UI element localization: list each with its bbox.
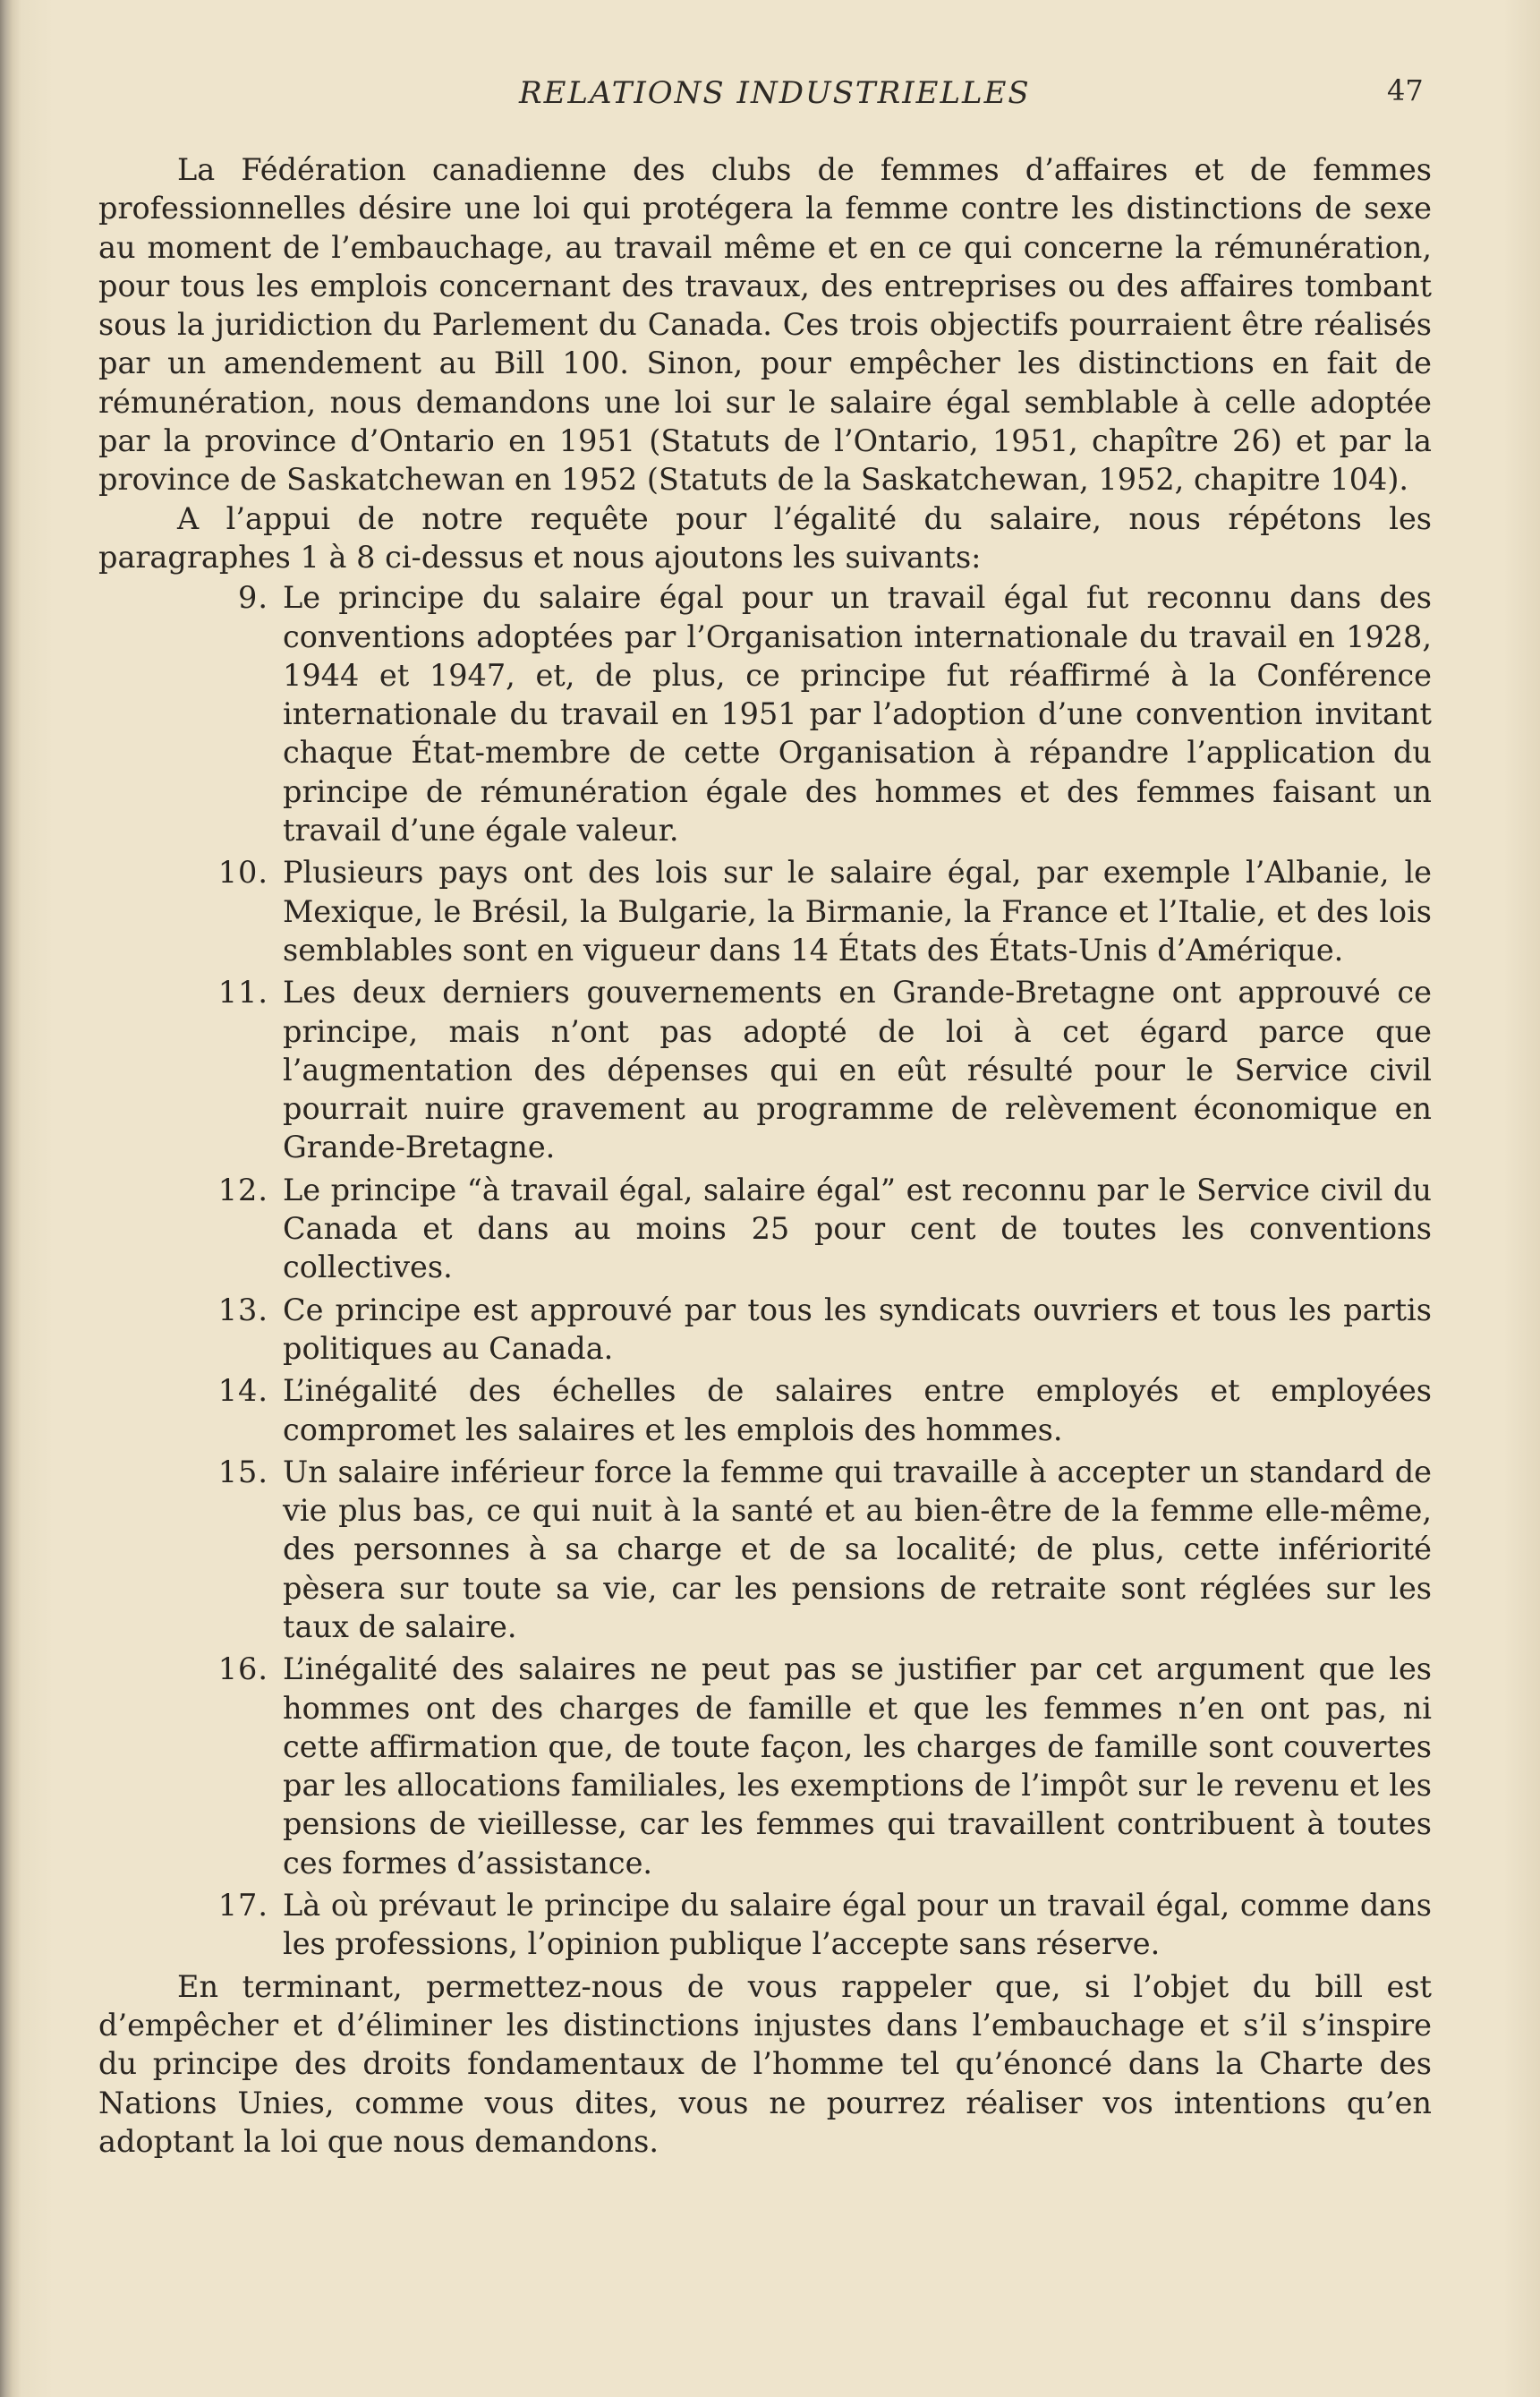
list-item (98, 1886, 1432, 1964)
list-item-text: Ce principe est approuvé par tous les syndicats ouvriers et tous les partis politiques au Canada. (283, 1292, 1432, 1366)
list-item-text: Le principe “à travail égal, salaire égal” est reconnu par le Service civil du Canada et dans au moins 25 pour cent de toutes les conventions collectives. (283, 1172, 1432, 1285)
list-item-text: L’inégalité des échelles de salaires entre employés et employées compromet les salaires et les emplois des hommes. (283, 1373, 1432, 1447)
list-item-number: 17. (217, 1888, 268, 1924)
list-item (98, 1291, 1432, 1369)
closing-paragraph: En terminant, permettez-nous de vous rappeler que, si l’objet du bill est d’empêcher et d’éliminer les distinctions injustes dans l’embauchage et s’il s’inspire du principe des droits fondamentaux de l’homme tel qu’énoncé dans la Charte des Nations Unies, comme vous dites, vous ne pourrez réaliser vos intentions qu’en adoptant la loi que nous demandons. (98, 1968, 1432, 2159)
list-item (98, 1453, 1432, 1646)
list-item (98, 973, 1432, 1166)
list-item-text: L’inégalité des salaires ne peut pas se justifier par cet argument que les hommes ont des charges de famille et que les femmes n’en ont pas, ni cette affirmation que, de toute façon, les charges de famille sont couvertes par les allocations familiales, les exemptions de l’impôt sur le revenu et les pensions de vieillesse, car les femmes qui travaillent contribuent à toutes ces formes d’assistance. (283, 1651, 1432, 1881)
list-item (98, 1171, 1432, 1287)
page-number: 47 (1387, 73, 1424, 107)
intro-paragraph-2: A l’appui de notre requête pour l’égalité du salaire, nous répétons les paragraphes 1 à 8 ci-dessus et nous ajoutons les suivants: (98, 500, 1432, 575)
list-item-number: 10. (217, 855, 268, 891)
list-item-text: Les deux derniers gouvernements en Grande-Bretagne ont approuvé ce principe, mais n’ont pas adopté de loi à cet égard parce que l’augmentation des dépenses qui en eût résulté pour le Service civil pourrait nuire gravement au programme de relèvement économique en Grande-Bretagne. (283, 975, 1432, 1165)
list-item-number: 15. (217, 1454, 268, 1489)
list-item-number: 12. (217, 1172, 268, 1207)
list-item-text: Là où prévaut le principe du salaire égal pour un travail égal, comme dans les professions, l’opinion publique l’accepte sans réserve. (283, 1888, 1432, 1962)
list-item (98, 1650, 1432, 1882)
list-item-number: 13. (217, 1292, 268, 1327)
running-title: RELATIONS INDUSTRIELLES (519, 75, 1031, 111)
list-item-text: Un salaire inférieur force la femme qui travaille à accepter un standard de vie plus bas, ce qui nuit à la santé et au bien-être de la femme elle-même, des personnes à sa charge et de sa localité; de plus, cette infériorité pèsera sur toute sa vie, car les pensions de retraite sont réglées sur les taux de salaire. (283, 1454, 1432, 1644)
body-text (98, 150, 1432, 2161)
list-item (98, 1371, 1432, 1449)
intro-paragraph-1: La Fédération canadienne des clubs de femmes d’affaires et de femmes professionnelles désire une loi qui protégera la femme contre les distinctions de sexe au moment de l’embauchage, au travail même et en ce qui concerne la rémunération, pour tous les emplois concernant des travaux, des entreprises ou des affaires tombant sous la juridiction du Parlement du Canada. Ces trois objectifs pourraient être réalisés par un amendement au Bill 100. Sinon, pour empêcher les distinctions en fait de rémunération, nous demandons une loi sur le salaire égal semblable à celle adoptée par la province d’Ontario en 1951 (Statuts de l’Ontario, 1951, chapître 26) et par la province de Saskatchewan en 1952 (Statuts de la Saskatchewan, 1952, chapitre 104). (98, 152, 1432, 498)
list-item-number: 11. (217, 975, 268, 1011)
list-item (98, 578, 1432, 849)
list-item-text: Le principe du salaire égal pour un travail égal fut reconnu dans des conventions adoptées par l’Organisation internationale du travail en 1928, 1944 et 1947, et, de plus, ce principe fut réaffirmé à la Conférence internationale du travail en 1951 par l’adoption d’une convention invitant chaque État-membre de cette Organisation à répandre l’application du principe de rémunération égale des hommes et des femmes faisant un travail d’une égale valeur. (283, 580, 1432, 849)
list-item-text: Plusieurs pays ont des lois sur le salaire égal, par exemple l’Albanie, le Mexique, le Brésil, la Bulgarie, la Birmanie, la France et l’Italie, et des lois semblables sont en vigueur dans 14 États des États-Unis d’Amérique. (283, 855, 1432, 968)
list-item-number: 16. (217, 1651, 268, 1687)
numbered-list (98, 578, 1432, 1963)
list-item-number: 14. (217, 1373, 268, 1409)
list-item (98, 853, 1432, 969)
list-item-number: 9. (238, 580, 268, 616)
